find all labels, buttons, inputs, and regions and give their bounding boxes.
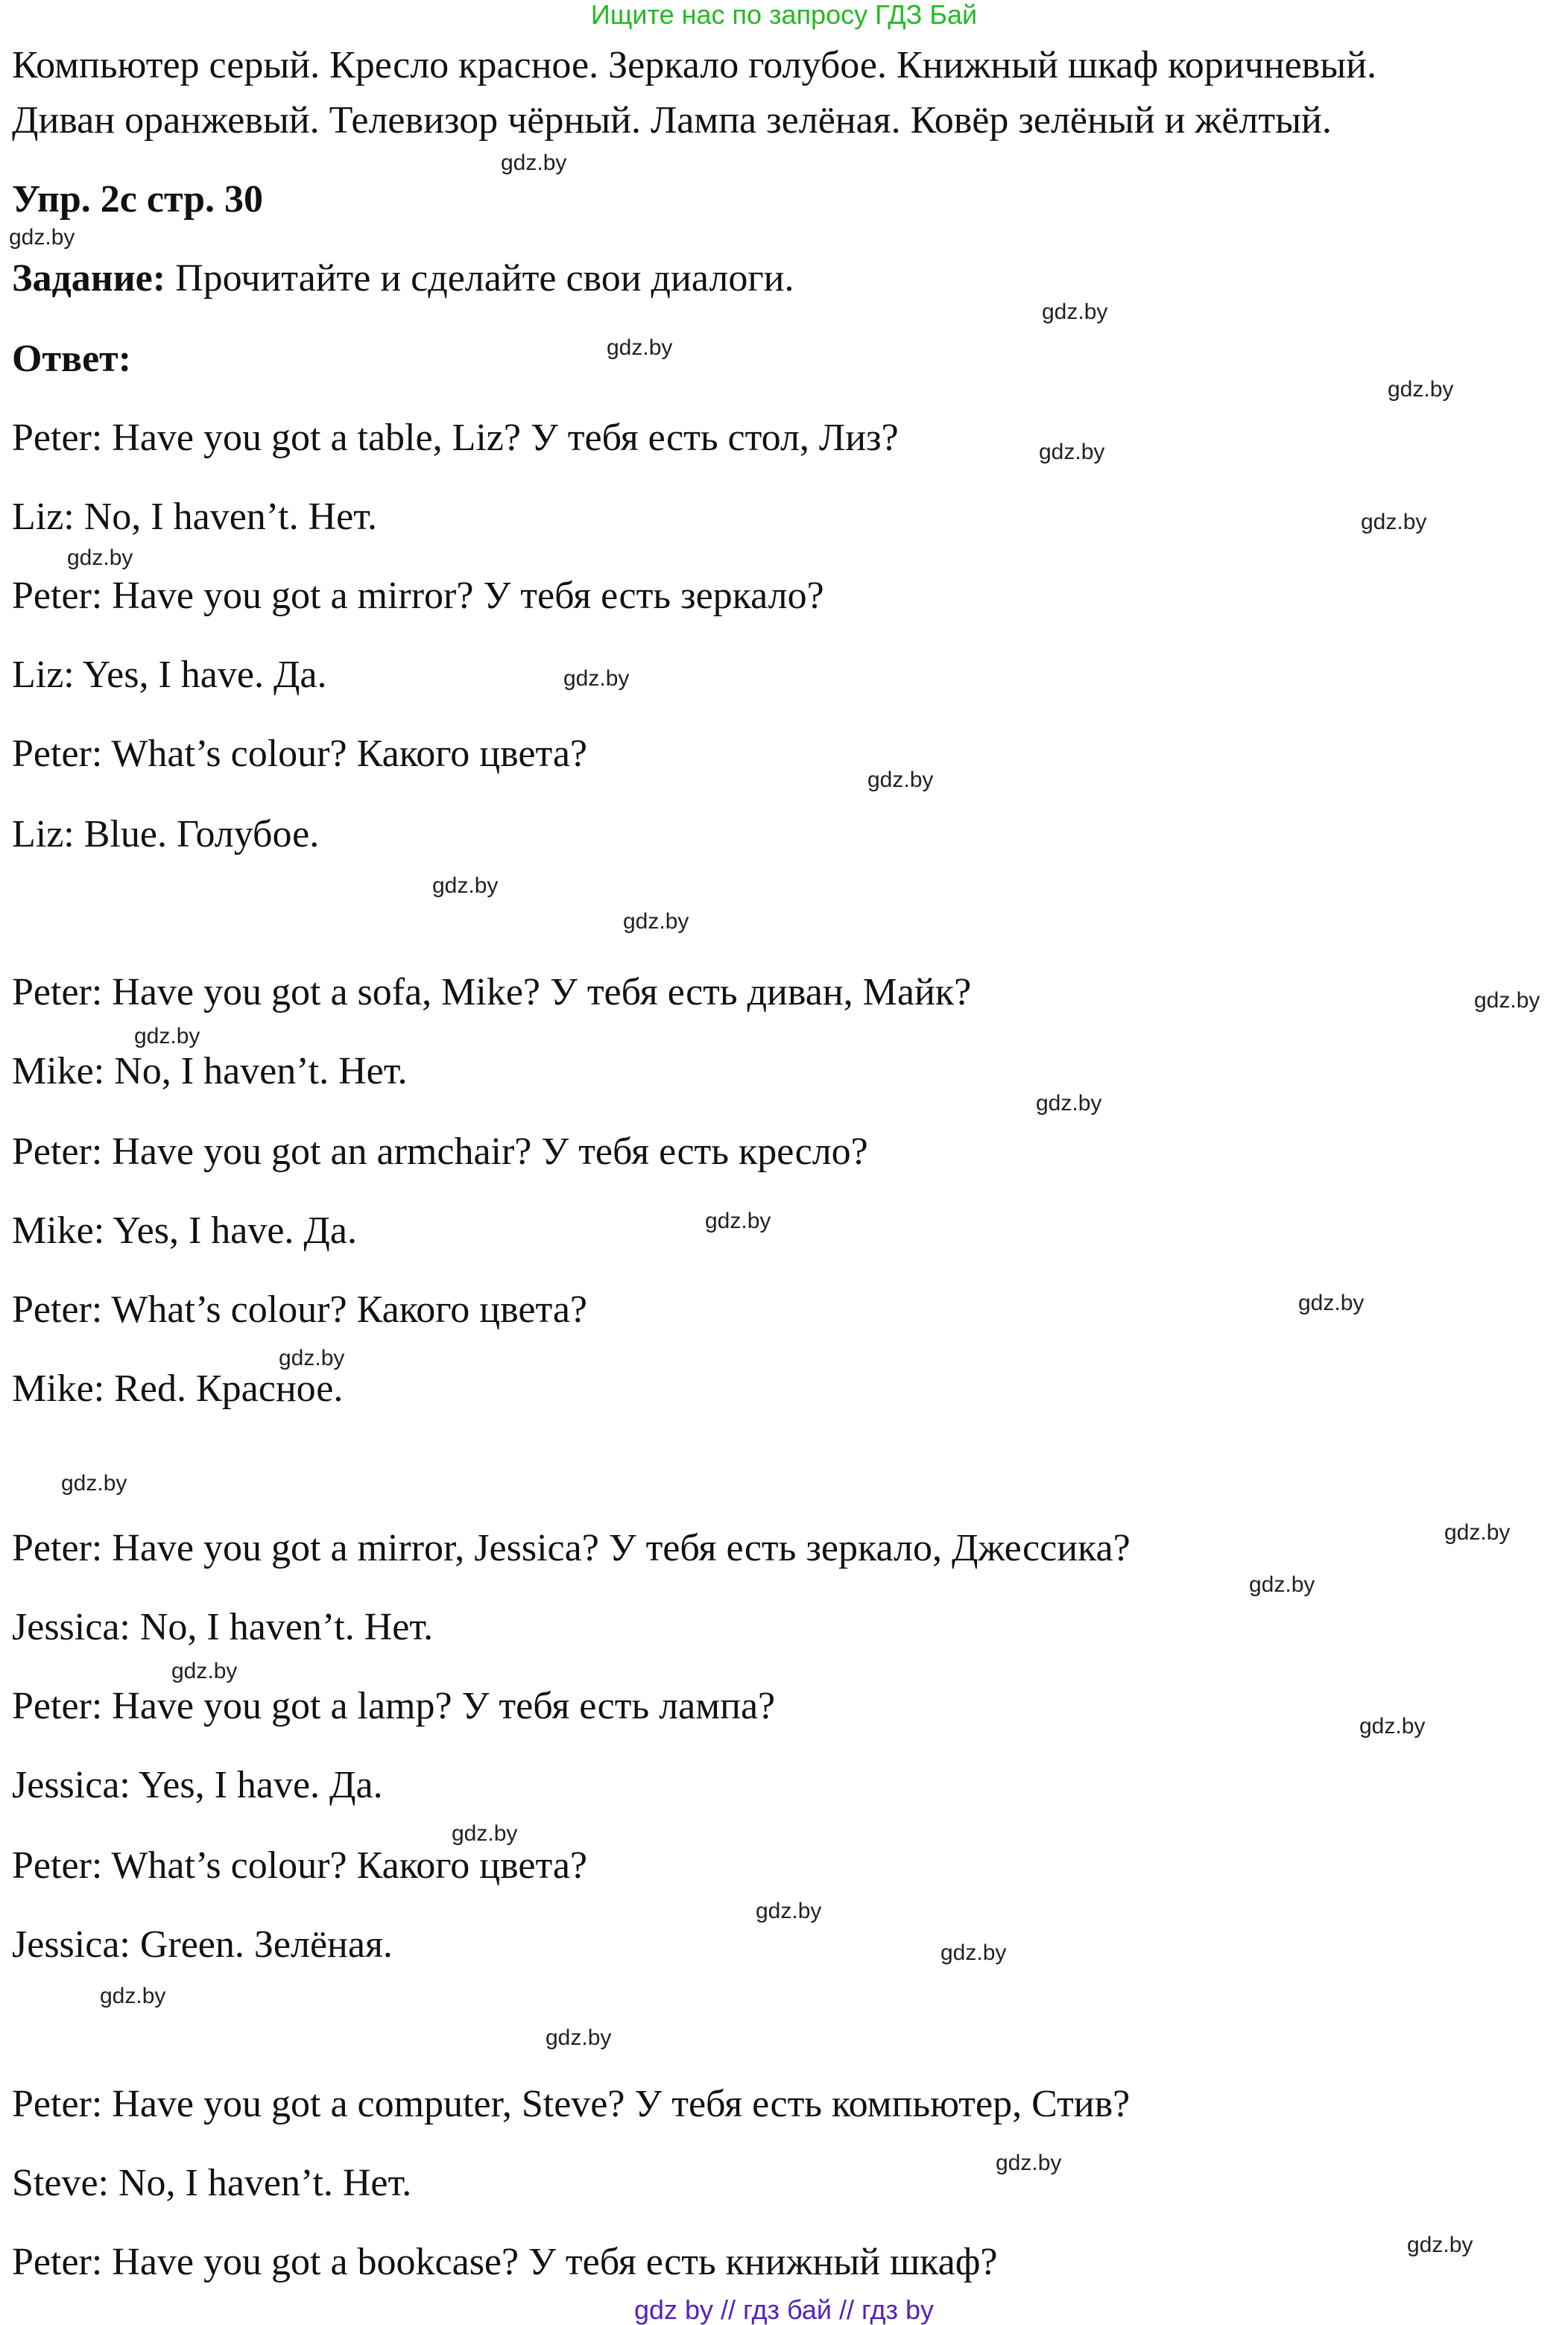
dialogue-line: Mike: No, I haven’t. Нет. [12, 1050, 408, 1092]
watermark: gdz.by [1444, 1520, 1511, 1545]
watermark: gdz.by [996, 2151, 1062, 2175]
watermark: gdz.by [1474, 988, 1540, 1013]
watermark: gdz.by [1039, 440, 1105, 464]
dialogue-line: Jessica: Green. Зелёная. [12, 1923, 393, 1966]
dialogue-line: Peter: What’s colour? Какого цвета? [12, 1288, 587, 1331]
watermark: gdz.by [134, 1024, 200, 1048]
dialogue-line: Peter: Have you got a lamp? У тебя есть лампа? [12, 1685, 776, 1727]
task-line [12, 256, 794, 301]
dialogue-line: Jessica: No, I haven’t. Нет. [12, 1606, 434, 1648]
dialogue-line: Mike: Yes, I have. Да. [12, 1209, 357, 1252]
watermark: gdz.by [171, 1659, 238, 1683]
dialogue-line: Liz: No, I haven’t. Нет. [12, 496, 378, 538]
page-footer-banner: gdz by // гдз бай // гдз by [633, 2294, 935, 2325]
watermark: gdz.by [1298, 1291, 1365, 1315]
dialogue-line: Mike: Red. Красное. [12, 1367, 344, 1410]
watermark: gdz.by [1361, 510, 1427, 534]
watermark: gdz.by [1407, 2233, 1473, 2257]
watermark: gdz.by [432, 873, 499, 898]
watermark: gdz.by [623, 909, 689, 934]
watermark: gdz.by [1388, 377, 1454, 402]
watermark: gdz.by [705, 1209, 771, 1233]
dialogue-line: Liz: Blue. Голубое. [12, 813, 320, 855]
watermark: gdz.by [546, 2025, 612, 2050]
watermark: gdz.by [100, 1984, 166, 2008]
dialogue-line: Peter: Have you got a bookcase? У тебя есть книжный шкаф? [12, 2241, 998, 2283]
watermark: gdz.by [867, 768, 934, 792]
dialogue-line: Peter: Have you got a sofa, Mike? У тебя есть диван, Майк? [12, 971, 972, 1013]
dialogue-line: Liz: Yes, I have. Да. [12, 654, 327, 696]
watermark: gdz.by [607, 335, 673, 360]
watermark: gdz.by [9, 225, 75, 250]
dialogue-line: Peter: Have you got a computer, Steve? У тебя есть компьютер, Стив? [12, 2083, 1131, 2125]
dialogue-line: Peter: Have you got a mirror? У тебя есть зеркало? [12, 575, 824, 617]
watermark: gdz.by [1036, 1091, 1102, 1116]
watermark: gdz.by [1359, 1714, 1426, 1739]
exercise-title: Упр. 2с стр. 30 [12, 178, 264, 221]
dialogue-line: Peter: Have you got a mirror, Jessica? У тебя есть зеркало, Джессика? [12, 1527, 1131, 1569]
dialogue-line: Peter: What’s colour? Какого цвета? [12, 733, 587, 775]
watermark: gdz.by [279, 1346, 345, 1370]
page-header-banner: Ищите нас по запросу ГДЗ Бай [590, 0, 978, 30]
intro-line: Диван оранжевый. Телевизор чёрный. Лампа зелёная. Ковёр зелёный и жёлтый. [12, 99, 1332, 142]
watermark: gdz.by [756, 1899, 822, 1923]
intro-line: Компьютер серый. Кресло красное. Зеркало голубое. Книжный шкаф коричневый. [12, 44, 1376, 86]
watermark: gdz.by [452, 1821, 518, 1846]
dialogue-line: Peter: Have you got an armchair? У тебя есть кресло? [12, 1130, 868, 1173]
watermark: gdz.by [1042, 300, 1108, 324]
watermark: gdz.by [1249, 1572, 1315, 1597]
dialogue-line: Jessica: Yes, I have. Да. [12, 1764, 383, 1806]
dialogue-line: Steve: No, I haven’t. Нет. [12, 2162, 412, 2204]
dialogue-line: Peter: Have you got a table, Liz? У тебя есть стол, Лиз? [12, 417, 899, 459]
watermark: gdz.by [563, 666, 630, 691]
task-text: Прочитайте и сделайте свои диалоги. [165, 257, 794, 300]
watermark: gdz.by [61, 1471, 127, 1496]
watermark: gdz.by [67, 545, 133, 570]
watermark: gdz.by [501, 151, 567, 175]
dialogue-line: Peter: What’s colour? Какого цвета? [12, 1844, 587, 1887]
task-label: Задание: [12, 257, 166, 300]
answer-label: Ответ: [12, 338, 132, 380]
watermark: gdz.by [941, 1940, 1007, 1965]
